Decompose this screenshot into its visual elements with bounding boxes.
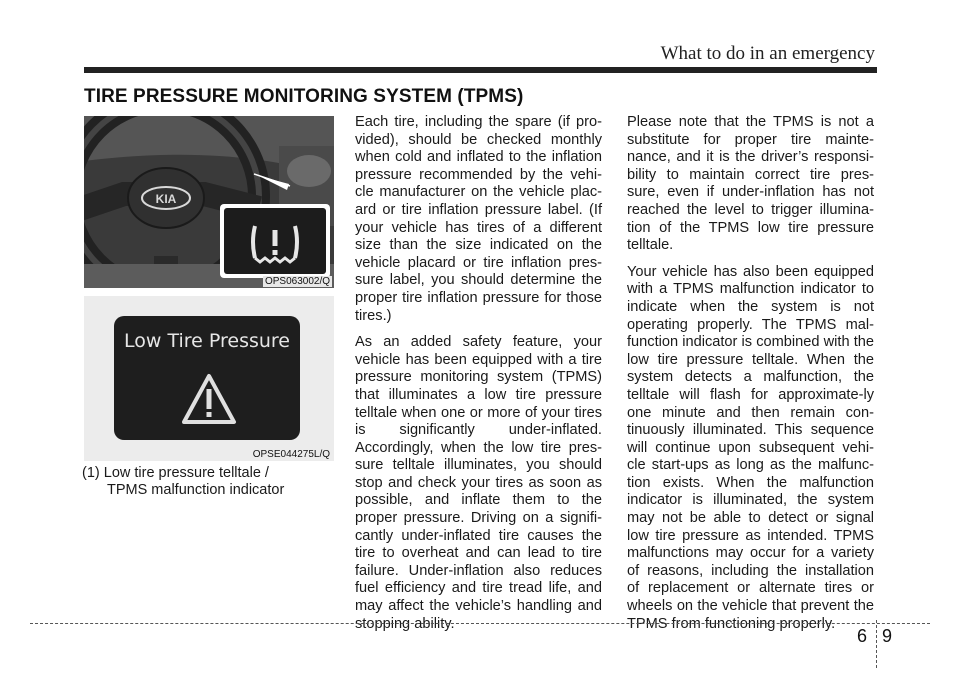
running-header: What to do in an emergency — [660, 43, 875, 64]
section-title: TIRE PRESSURE MONITORING SYSTEM (TPMS) — [84, 86, 524, 107]
display-message: Low Tire Pressure — [123, 330, 290, 352]
caption-line: TPMS malfunction indicator — [107, 482, 285, 498]
body-column-1 — [355, 114, 602, 642]
figure-code: OPSE044275L/Q — [252, 449, 330, 460]
header-rule — [84, 67, 877, 73]
paragraph: As an added safety feature, your vehicle has been equipped with a tire pressure monitoring system (TPMS) that illuminates a low tire pressure telltale when one or more of your tires is significantly under-inflated. Accordingly, when the low tire pres-sure telltale illuminates, you should stop and check your tires as soon as possible, and inflate them to the proper pressure. Driving on a signifi-cantly under-inflated tire causes the tire to overheat and can lead to tire failure. Under-inflation also reduces fuel efficiency and tire tread life, and may affect the vehicle’s handling and stopping ability. — [355, 334, 602, 632]
page-number-divider — [876, 620, 877, 668]
page-number: 9 — [882, 626, 893, 646]
chapter-number: 6 — [857, 626, 868, 646]
body-column-2 — [627, 114, 874, 642]
figure-low-tire-pressure-display — [84, 296, 334, 461]
dashboard-illustration — [84, 116, 334, 288]
figure-caption — [82, 465, 342, 499]
svg-text:KIA: KIA — [155, 192, 177, 206]
paragraph: Each tire, including the spare (if pro-vided), should be checked monthly when cold and inflated to the inflation pressure recommended by the vehi-cle manufacturer on the vehicle plac-ard or tire inflation pressure label. (If your vehicle has tires of a different size than the size indicated on the vehicle placard or tire inflation pres-sure label, you should determine the proper tire inflation pressure for those tires.) — [355, 114, 602, 324]
footer-rule — [30, 623, 930, 624]
caption-line: (1) Low tire pressure telltale / — [82, 465, 269, 481]
paragraph: Please note that the TPMS is not a substitute for proper tire mainte-nance, and it is the driver’s responsi-bility to maintain correct tire pres-sure, even if under-inflation has not reached the level to trigger illumina-tion of the TPMS low tire pressure telltale. — [627, 114, 874, 254]
warning-display-illustration — [84, 296, 334, 461]
paragraph: Your vehicle has also been equipped with a TPMS malfunction indicator to indicate when the system is not operating properly. The TPMS mal-function indicator is combined with the low tire pressure telltale. When the system detects a malfunction, the telltale will flash for approximate-ly one minute and then remain con-tinuously illuminated. This sequence will continue upon subsequent vehi-cle start-ups as long as the malfunc-tion exists. When the malfunction indicator is illuminated, the system may not be able to detect or signal low tire pressure as intended. TPMS malfunctions may occur for a variety of reasons, including the installation of replacement or alternate tires or wheels on the vehicle that prevent the TPMS from functioning properly. — [627, 263, 874, 632]
figure-dashboard-telltale — [84, 116, 334, 288]
figure-code: OPS063002/Q — [264, 276, 330, 287]
